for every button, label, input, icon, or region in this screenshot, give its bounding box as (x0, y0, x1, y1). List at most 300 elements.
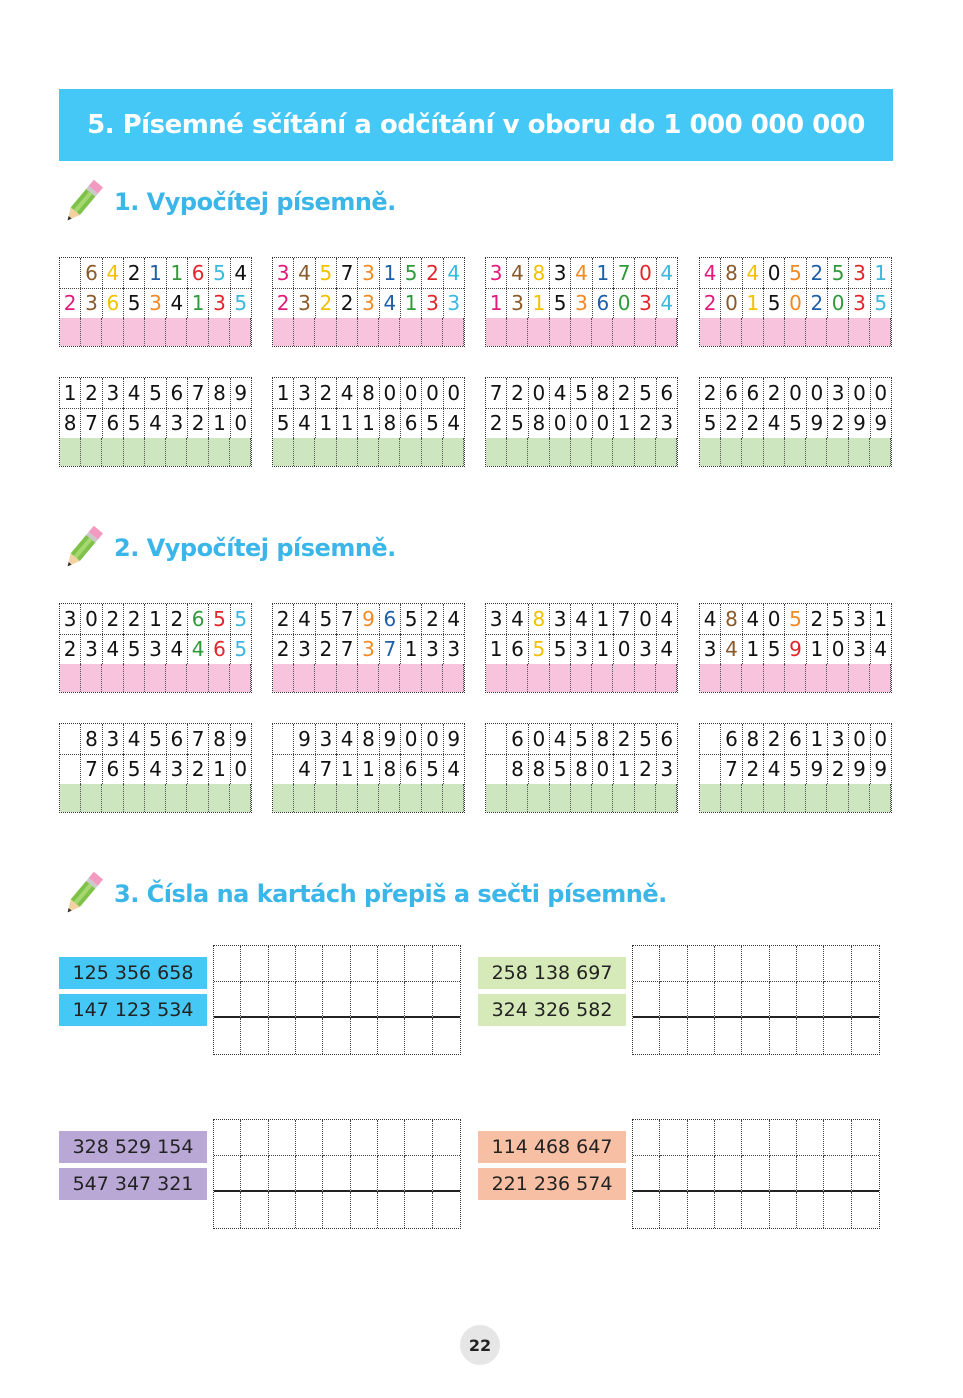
result-cell[interactable] (827, 784, 848, 813)
result-cell[interactable] (273, 438, 294, 467)
grid-cell[interactable] (351, 1120, 378, 1156)
result-cell[interactable] (528, 784, 549, 813)
grid-cell[interactable] (378, 946, 405, 982)
result-cell[interactable] (230, 318, 251, 347)
grid-cell[interactable] (296, 1018, 323, 1054)
digit-cell: 3 (700, 634, 721, 664)
digit-cell: 4 (380, 288, 401, 318)
result-cell[interactable] (571, 438, 592, 467)
result-cell[interactable] (656, 438, 677, 467)
grid-cell[interactable] (660, 982, 687, 1018)
writing-grid[interactable] (213, 1119, 461, 1229)
grid-cell[interactable] (351, 1156, 378, 1192)
grid-cell[interactable] (660, 1120, 687, 1156)
result-cell[interactable] (315, 438, 336, 467)
result-cell[interactable] (145, 664, 166, 693)
result-cell[interactable] (528, 438, 549, 467)
result-cell[interactable] (209, 438, 230, 467)
result-cell[interactable] (849, 664, 870, 693)
result-cell[interactable] (785, 664, 806, 693)
digit-cell: 4 (167, 634, 188, 664)
grid-cell[interactable] (770, 946, 797, 982)
grid-cell[interactable] (852, 1192, 879, 1228)
column-calc-grid[interactable] (485, 603, 678, 693)
result-cell[interactable] (337, 664, 358, 693)
grid-cell[interactable] (688, 1018, 715, 1054)
result-cell[interactable] (550, 318, 571, 347)
column-calc-grid[interactable] (699, 603, 892, 693)
result-row[interactable] (60, 318, 251, 347)
column-calc-grid[interactable] (485, 257, 678, 347)
result-cell[interactable] (849, 438, 870, 467)
grid-cell[interactable] (742, 946, 769, 982)
result-cell[interactable] (294, 784, 315, 813)
grid-cell[interactable] (214, 946, 241, 982)
result-cell[interactable] (124, 318, 145, 347)
result-row[interactable] (700, 664, 891, 693)
result-cell[interactable] (166, 438, 187, 467)
grid-cell[interactable] (351, 1192, 378, 1228)
result-cell[interactable] (486, 438, 507, 467)
result-cell[interactable] (443, 438, 464, 467)
result-cell[interactable] (870, 318, 891, 347)
grid-cell[interactable] (715, 1192, 742, 1228)
writing-grid[interactable] (632, 1119, 880, 1229)
grid-cell[interactable] (433, 1120, 460, 1156)
grid-cell[interactable] (770, 1018, 797, 1054)
grid-cell[interactable] (715, 982, 742, 1018)
result-cell[interactable] (400, 784, 421, 813)
grid-cell[interactable] (351, 1018, 378, 1054)
result-cell[interactable] (187, 318, 208, 347)
result-cell[interactable] (742, 438, 763, 467)
grid-cell[interactable] (323, 946, 350, 982)
result-cell[interactable] (700, 438, 721, 467)
result-cell[interactable] (785, 318, 806, 347)
digit-cell: 5 (571, 724, 592, 754)
grid-cell[interactable] (269, 1018, 296, 1054)
grid-cell[interactable] (241, 1120, 268, 1156)
result-cell[interactable] (166, 784, 187, 813)
grid-cell[interactable] (269, 1156, 296, 1192)
column-calc-grid[interactable] (272, 723, 465, 813)
grid-cell[interactable] (660, 946, 687, 982)
result-cell[interactable] (870, 784, 891, 813)
grid-cell[interactable] (214, 1120, 241, 1156)
grid-cell[interactable] (824, 1018, 851, 1054)
digit-cell: 6 (209, 634, 230, 664)
result-cell[interactable] (187, 438, 208, 467)
result-row[interactable] (273, 664, 464, 693)
grid-cell[interactable] (405, 1156, 432, 1192)
grid-cell[interactable] (852, 1120, 879, 1156)
result-cell[interactable] (721, 318, 742, 347)
grid-cell[interactable] (323, 1018, 350, 1054)
grid-cell[interactable] (405, 946, 432, 982)
result-cell[interactable] (230, 438, 251, 467)
result-cell[interactable] (187, 664, 208, 693)
writing-grid[interactable] (213, 945, 461, 1055)
grid-cell[interactable] (633, 982, 660, 1018)
column-calc-grid[interactable] (272, 377, 465, 467)
grid-cell[interactable] (770, 982, 797, 1018)
column-calc-grid[interactable] (272, 603, 465, 693)
result-row[interactable] (486, 664, 677, 693)
result-cell[interactable] (379, 784, 400, 813)
result-cell[interactable] (273, 664, 294, 693)
result-cell[interactable] (870, 664, 891, 693)
grid-cell[interactable] (296, 1120, 323, 1156)
column-calc-grid[interactable] (59, 257, 252, 347)
grid-cell[interactable] (852, 946, 879, 982)
grid-cell[interactable] (852, 1018, 879, 1054)
grid-cell[interactable] (797, 946, 824, 982)
grid-cell[interactable] (241, 1192, 268, 1228)
result-cell[interactable] (592, 784, 613, 813)
result-cell[interactable] (806, 318, 827, 347)
digit-cell: 7 (614, 258, 635, 288)
grid-cell[interactable] (633, 1192, 660, 1228)
result-cell[interactable] (635, 318, 656, 347)
digit-row (273, 754, 464, 786)
result-row[interactable] (60, 438, 251, 467)
result-cell[interactable] (102, 664, 123, 693)
grid-cell[interactable] (688, 946, 715, 982)
grid-cell[interactable] (323, 1192, 350, 1228)
grid-cell[interactable] (742, 1018, 769, 1054)
grid-cell[interactable] (269, 1192, 296, 1228)
result-cell[interactable] (764, 664, 785, 693)
result-cell[interactable] (379, 438, 400, 467)
result-cell[interactable] (81, 438, 102, 467)
result-cell[interactable] (358, 784, 379, 813)
result-cell[interactable] (635, 438, 656, 467)
result-cell[interactable] (571, 784, 592, 813)
result-cell[interactable] (379, 664, 400, 693)
result-cell[interactable] (443, 318, 464, 347)
result-cell[interactable] (443, 664, 464, 693)
grid-cell[interactable] (214, 1018, 241, 1054)
result-row[interactable] (700, 784, 891, 813)
column-calc-grid[interactable] (59, 603, 252, 693)
result-cell[interactable] (422, 438, 443, 467)
result-cell[interactable] (507, 318, 528, 347)
result-cell[interactable] (486, 784, 507, 813)
result-cell[interactable] (635, 664, 656, 693)
result-cell[interactable] (827, 438, 848, 467)
grid-cell[interactable] (688, 1156, 715, 1192)
column-calc-grid[interactable] (59, 377, 252, 467)
result-cell[interactable] (358, 664, 379, 693)
result-cell[interactable] (273, 784, 294, 813)
result-cell[interactable] (656, 664, 677, 693)
result-cell[interactable] (60, 438, 81, 467)
result-cell[interactable] (507, 784, 528, 813)
result-cell[interactable] (230, 784, 251, 813)
grid-cell[interactable] (378, 1120, 405, 1156)
result-cell[interactable] (613, 784, 634, 813)
result-cell[interactable] (507, 438, 528, 467)
grid-cell[interactable] (241, 946, 268, 982)
result-row[interactable] (700, 318, 891, 347)
result-cell[interactable] (443, 784, 464, 813)
result-row[interactable] (273, 438, 464, 467)
column-calc-grid[interactable] (272, 257, 465, 347)
result-cell[interactable] (613, 318, 634, 347)
result-cell[interactable] (81, 664, 102, 693)
column-calc-grid[interactable] (59, 723, 252, 813)
grid-cell[interactable] (323, 1156, 350, 1192)
digit-cell: 2 (807, 258, 828, 288)
grid-cell[interactable] (715, 1120, 742, 1156)
column-calc-grid[interactable] (699, 723, 892, 813)
grid-cell[interactable] (241, 1156, 268, 1192)
result-cell[interactable] (742, 318, 763, 347)
result-cell[interactable] (849, 784, 870, 813)
grid-cell[interactable] (824, 1120, 851, 1156)
result-cell[interactable] (507, 664, 528, 693)
result-cell[interactable] (422, 664, 443, 693)
digit-cell: 5 (209, 604, 230, 634)
result-cell[interactable] (742, 784, 763, 813)
result-cell[interactable] (422, 318, 443, 347)
grid-cell[interactable] (770, 1120, 797, 1156)
result-row[interactable] (486, 438, 677, 467)
result-cell[interactable] (315, 318, 336, 347)
result-cell[interactable] (827, 664, 848, 693)
result-row[interactable] (700, 438, 891, 467)
grid-cell[interactable] (633, 946, 660, 982)
grid-cell[interactable] (797, 1018, 824, 1054)
result-cell[interactable] (764, 438, 785, 467)
grid-cell[interactable] (688, 1120, 715, 1156)
grid-cell[interactable] (241, 982, 268, 1018)
grid-cell[interactable] (824, 1192, 851, 1228)
result-cell[interactable] (400, 438, 421, 467)
digit-cell: 4 (145, 754, 166, 784)
result-cell[interactable] (379, 318, 400, 347)
grid-cell[interactable] (296, 946, 323, 982)
result-cell[interactable] (613, 438, 634, 467)
result-cell[interactable] (550, 784, 571, 813)
grid-cell[interactable] (323, 982, 350, 1018)
result-cell[interactable] (528, 664, 549, 693)
grid-cell[interactable] (296, 1156, 323, 1192)
result-cell[interactable] (315, 784, 336, 813)
grid-cell[interactable] (715, 946, 742, 982)
result-cell[interactable] (273, 318, 294, 347)
grid-cell[interactable] (742, 1192, 769, 1228)
grid-cell[interactable] (715, 1018, 742, 1054)
result-cell[interactable] (145, 784, 166, 813)
grid-cell[interactable] (405, 982, 432, 1018)
grid-cell[interactable] (742, 1156, 769, 1192)
result-cell[interactable] (635, 784, 656, 813)
result-cell[interactable] (806, 664, 827, 693)
result-cell[interactable] (721, 438, 742, 467)
result-row[interactable] (273, 318, 464, 347)
result-cell[interactable] (571, 318, 592, 347)
grid-cell[interactable] (660, 1156, 687, 1192)
grid-cell[interactable] (433, 982, 460, 1018)
grid-cell[interactable] (214, 1156, 241, 1192)
result-cell[interactable] (124, 664, 145, 693)
result-cell[interactable] (209, 318, 230, 347)
grid-cell[interactable] (296, 1192, 323, 1228)
result-cell[interactable] (294, 438, 315, 467)
result-cell[interactable] (166, 664, 187, 693)
result-row[interactable] (273, 784, 464, 813)
result-cell[interactable] (102, 318, 123, 347)
result-cell[interactable] (550, 438, 571, 467)
result-cell[interactable] (613, 664, 634, 693)
result-cell[interactable] (358, 438, 379, 467)
grid-cell[interactable] (405, 1120, 432, 1156)
result-cell[interactable] (528, 318, 549, 347)
column-calc-grid[interactable] (485, 377, 678, 467)
grid-cell[interactable] (824, 982, 851, 1018)
column-calc-grid[interactable] (485, 723, 678, 813)
result-cell[interactable] (422, 784, 443, 813)
result-cell[interactable] (571, 664, 592, 693)
result-cell[interactable] (337, 318, 358, 347)
result-cell[interactable] (742, 664, 763, 693)
result-cell[interactable] (785, 784, 806, 813)
result-cell[interactable] (145, 438, 166, 467)
result-cell[interactable] (124, 784, 145, 813)
result-cell[interactable] (656, 784, 677, 813)
grid-cell[interactable] (633, 1120, 660, 1156)
grid-cell[interactable] (433, 946, 460, 982)
result-cell[interactable] (145, 318, 166, 347)
grid-cell[interactable] (688, 982, 715, 1018)
grid-cell[interactable] (852, 982, 879, 1018)
grid-cell[interactable] (770, 1192, 797, 1228)
grid-cell[interactable] (323, 1120, 350, 1156)
grid-cell[interactable] (797, 1156, 824, 1192)
grid-cell[interactable] (378, 1156, 405, 1192)
result-cell[interactable] (337, 784, 358, 813)
grid-cell[interactable] (660, 1192, 687, 1228)
column-calc-grid[interactable] (699, 257, 892, 347)
result-cell[interactable] (700, 784, 721, 813)
result-cell[interactable] (486, 664, 507, 693)
grid-cell[interactable] (742, 1120, 769, 1156)
result-row[interactable] (486, 784, 677, 813)
result-cell[interactable] (827, 318, 848, 347)
result-cell[interactable] (166, 318, 187, 347)
grid-cell[interactable] (214, 982, 241, 1018)
result-cell[interactable] (358, 318, 379, 347)
grid-cell[interactable] (296, 982, 323, 1018)
grid-cell[interactable] (378, 1018, 405, 1054)
result-cell[interactable] (81, 318, 102, 347)
grid-cell[interactable] (269, 1120, 296, 1156)
result-cell[interactable] (230, 664, 251, 693)
result-cell[interactable] (870, 438, 891, 467)
grid-cell[interactable] (214, 1192, 241, 1228)
grid-cell[interactable] (797, 1192, 824, 1228)
grid-cell[interactable] (405, 1192, 432, 1228)
result-cell[interactable] (700, 318, 721, 347)
grid-cell[interactable] (241, 1018, 268, 1054)
grid-cell[interactable] (660, 1018, 687, 1054)
result-cell[interactable] (700, 664, 721, 693)
grid-cell[interactable] (824, 1156, 851, 1192)
result-cell[interactable] (60, 664, 81, 693)
result-cell[interactable] (294, 664, 315, 693)
result-cell[interactable] (209, 784, 230, 813)
grid-cell[interactable] (742, 982, 769, 1018)
result-cell[interactable] (486, 318, 507, 347)
result-cell[interactable] (81, 784, 102, 813)
result-cell[interactable] (806, 784, 827, 813)
grid-cell[interactable] (433, 1018, 460, 1054)
grid-cell[interactable] (715, 1156, 742, 1192)
grid-cell[interactable] (351, 946, 378, 982)
result-cell[interactable] (102, 784, 123, 813)
grid-cell[interactable] (351, 982, 378, 1018)
result-cell[interactable] (400, 318, 421, 347)
result-row[interactable] (486, 318, 677, 347)
result-row[interactable] (60, 664, 251, 693)
result-cell[interactable] (337, 438, 358, 467)
result-cell[interactable] (721, 664, 742, 693)
grid-cell[interactable] (378, 982, 405, 1018)
grid-cell[interactable] (405, 1018, 432, 1054)
result-cell[interactable] (785, 438, 806, 467)
result-cell[interactable] (315, 664, 336, 693)
grid-cell[interactable] (633, 1018, 660, 1054)
result-cell[interactable] (187, 784, 208, 813)
result-cell[interactable] (849, 318, 870, 347)
grid-cell[interactable] (852, 1156, 879, 1192)
grid-cell[interactable] (378, 1192, 405, 1228)
result-cell[interactable] (209, 664, 230, 693)
result-cell[interactable] (656, 318, 677, 347)
grid-cell[interactable] (433, 1156, 460, 1192)
grid-cell[interactable] (797, 982, 824, 1018)
writing-grid[interactable] (632, 945, 880, 1055)
grid-cell[interactable] (824, 946, 851, 982)
grid-cell[interactable] (797, 1120, 824, 1156)
result-cell[interactable] (294, 318, 315, 347)
result-cell[interactable] (550, 664, 571, 693)
column-calc-grid[interactable] (699, 377, 892, 467)
result-cell[interactable] (592, 318, 613, 347)
result-cell[interactable] (764, 318, 785, 347)
result-cell[interactable] (124, 438, 145, 467)
grid-cell[interactable] (269, 946, 296, 982)
digit-cell: 5 (635, 724, 656, 754)
grid-cell[interactable] (633, 1156, 660, 1192)
result-cell[interactable] (102, 438, 123, 467)
result-cell[interactable] (592, 438, 613, 467)
result-cell[interactable] (60, 784, 81, 813)
grid-cell[interactable] (770, 1156, 797, 1192)
result-row[interactable] (60, 784, 251, 813)
result-cell[interactable] (60, 318, 81, 347)
result-cell[interactable] (721, 784, 742, 813)
grid-cell[interactable] (433, 1192, 460, 1228)
grid-cell[interactable] (688, 1192, 715, 1228)
result-cell[interactable] (806, 438, 827, 467)
result-cell[interactable] (400, 664, 421, 693)
result-cell[interactable] (592, 664, 613, 693)
digit-cell: 1 (337, 754, 358, 784)
grid-cell[interactable] (269, 982, 296, 1018)
result-cell[interactable] (764, 784, 785, 813)
